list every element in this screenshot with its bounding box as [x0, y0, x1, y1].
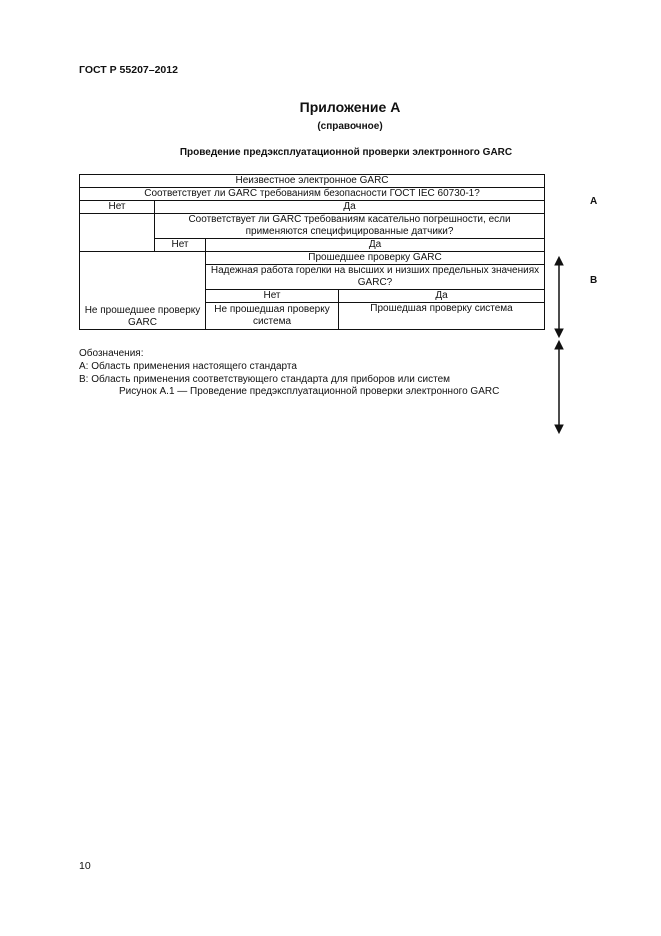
- page-number: 10: [79, 860, 91, 872]
- scope-label-a: А: [590, 196, 598, 207]
- failed-garc-cell: Не прошедшее проверку GARC: [80, 252, 206, 330]
- garc-check-table: [79, 174, 545, 330]
- safety-yes-cell: Да: [155, 201, 545, 214]
- scope-label-b: В: [590, 275, 598, 286]
- burner-no-cell: Нет: [206, 290, 339, 303]
- appendix-subtitle: (справочное): [317, 121, 383, 132]
- empty-cell: [80, 214, 155, 252]
- passed-garc-cell: Прошедшее проверку GARC: [206, 252, 545, 265]
- legend-item-b: В: Область применения соответствующего стандарта для приборов или систем: [79, 374, 451, 385]
- legend-heading: Обозначения:: [79, 348, 144, 359]
- accuracy-yes-cell: Да: [206, 239, 545, 252]
- accuracy-no-cell: Нет: [155, 239, 206, 252]
- passed-system-cell: Прошедшая проверку система: [339, 303, 545, 330]
- accuracy-question-cell: Соответствует ли GARC требованиям касательно погрешности, если применяются специфицированные датчики?: [155, 214, 545, 239]
- safety-no-cell: Нет: [80, 201, 155, 214]
- scope-arrow-lower: [555, 341, 563, 433]
- document-code: ГОСТ Р 55207–2012: [79, 64, 178, 76]
- safety-question-cell: Соответствует ли GARC требованиям безопасности ГОСТ IEC 60730-1?: [80, 188, 545, 201]
- appendix-heading: Проведение предэксплуатационной проверки электронного GARC: [179, 147, 513, 158]
- legend-item-a: А: Область применения настоящего стандарта: [79, 361, 297, 372]
- burner-yes-cell: Да: [339, 290, 545, 303]
- legend: [79, 347, 450, 386]
- failed-system-cell: Не прошедшая проверку система: [206, 303, 339, 330]
- scope-arrows: [550, 255, 570, 435]
- figure-caption: Рисунок А.1 — Проведение предэксплуатационной проверки электронного GARC: [119, 386, 500, 397]
- appendix-title: Приложение А: [299, 99, 401, 115]
- scope-arrow-upper: [555, 257, 563, 337]
- burner-question-cell: Надежная работа горелки на высших и низших предельных значениях GARC?: [206, 265, 545, 290]
- unknown-garc-cell: Неизвестное электронное GARC: [80, 175, 545, 188]
